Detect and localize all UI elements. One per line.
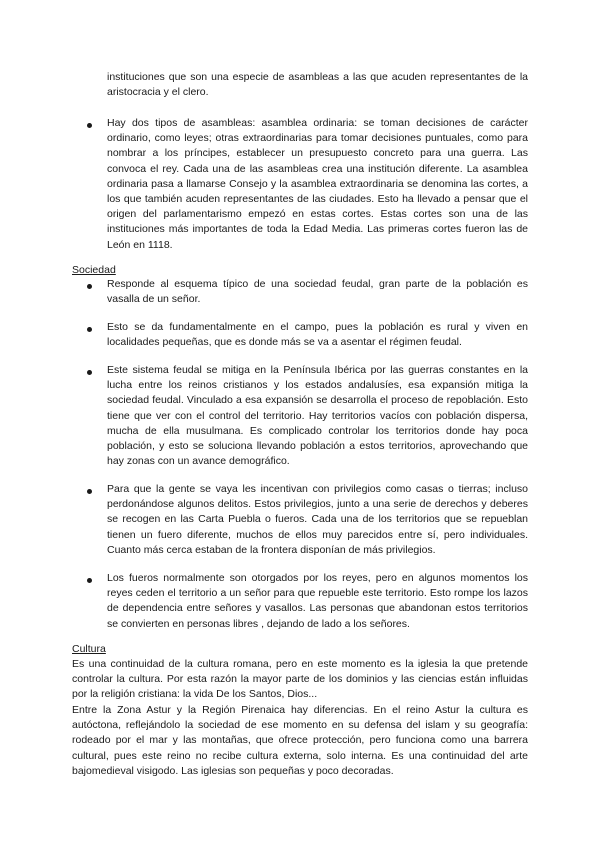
sociedad-bullet: Responde al esquema típico de una sociedad feudal, gran parte de la población es vasalla de un señor. [107,278,528,306]
continuation-text: instituciones que son una especie de asambleas a las que acuden representantes de la aristocracia y el clero. [107,71,528,99]
bullet-dot [87,489,92,494]
bullet-dot [87,284,92,289]
cultura-paragraph: Entre la Zona Astur y la Región Pirenaica hay diferencias. En el reino Astur la cultura es autóctona, reflejándolo la sociedad de ese momento en su defensa del islam y su geografía: rodeado por el mar y las montañas, que ofrece protección, pero funciona como una barrera cultural, pues este reino no recibe cultura externa, solo interna. Es una continuidad del arte bajomedieval visigodo. Las iglesias son pequeñas y poco decoradas. [72,704,528,777]
bullet-dot [87,327,92,332]
sociedad-bullet: Para que la gente se vaya les incentivan con privilegios como casas o tierras; incluso perdonándose algunos delitos. Estos privilegios, junto a una serie de derechos y deberes se recogen en las Carta Puebla o fueros. Cada una de los territorios que se repueblan tienen un fuero diferente, muchos de ellos muy parecidos entre sí, pero individuales. Cuanto más cerca estaban de la frontera disponían de más privilegios. [107,483,528,556]
bullet-dot [87,578,92,583]
cultura-paragraph: Es una continuidad de la cultura romana, pero en este momento es la iglesia la que pretende controlar la cultura. Por esta razón la mayor parte de los dominios y las ciencias están influidas por la religión cristiana: la vida De los Santos, Dios... [72,658,528,701]
bullet-dot [87,123,92,128]
cultura-heading: Cultura [72,643,106,655]
sociedad-bullet: Los fueros normalmente son otorgados por los reyes, pero en algunos momentos los reyes ceden el territorio a un señor para que repueble este territorio. Esto rompe los lazos de dependencia entre señores y vasallos. Las personas que abandonan estos territorios se convierten en personas libres , dejando de lado a los señores. [107,572,528,630]
sociedad-bullet: Este sistema feudal se mitiga en la Península Ibérica por las guerras constantes en la lucha entre los reinos cristianos y los estados andalusíes, esa expansión mitiga la sociedad feudal. Vinculado a esa expansión se desarrolla el proceso de repoblación. Esto tiene que ver con el control del territorio. Hay territorios vacíos con población dispersa, mucha de ella musulmana. Es complicado controlar los territorios donde hay poca población, y esto se soluciona llevando población a estos territorios, aprovechando que hay zonas con un avance demográfico. [107,364,528,468]
asambleas-bullet: Hay dos tipos de asambleas: asamblea ordinaria: se toman decisiones de carácter ordinario, como leyes; otras extraordinarias para tomar decisiones puntuales, como para nombrar a los príncipes, establecer un presupuesto concreto para una guerra. Las convoca el rey. Cada una de las asambleas crea una institución diferente. La asamblea ordinaria pasa a llamarse Consejo y la asamblea extraordinaria se denomina las cortes, a los que también acuden representantes de las ciudades. Esto ha llevado a pensar que el origen del parlamentarismo empezó en estas cortes. Estas cortes son una de las instituciones más importantes de toda la Edad Media. Las primeras cortes fueron las de León en 1118. [107,117,528,251]
sociedad-bullet: Esto se da fundamentalmente en el campo, pues la población es rural y viven en localidades pequeñas, que es donde más se va a asentar el régimen feudal. [107,321,528,349]
sociedad-heading: Sociedad [72,264,116,276]
bullet-dot [87,370,92,375]
